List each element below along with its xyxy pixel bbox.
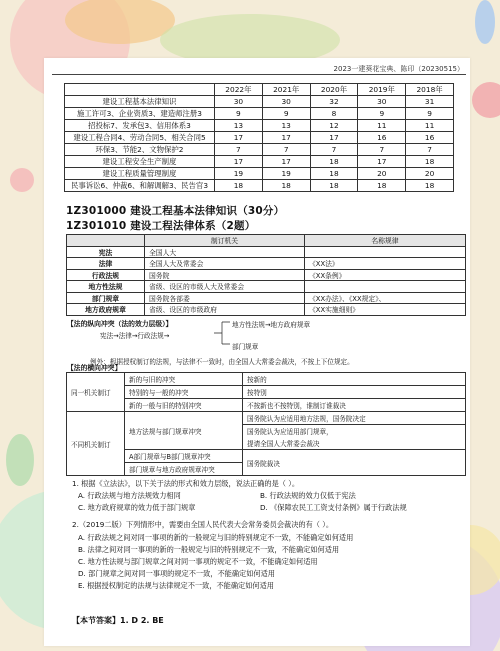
- law-type: 地方政府规章: [67, 304, 145, 316]
- subsection-title: 1Z301010 建设工程法律体系（2题）: [66, 220, 256, 232]
- law-name: [305, 246, 466, 258]
- score-cell: 30: [358, 96, 406, 108]
- same-organ-label: 同一机关制订: [67, 373, 125, 412]
- pink-dot-left: [10, 168, 34, 192]
- conflict-case: 地方法规与部门规章冲突: [125, 412, 243, 450]
- law-org: 省级、设区的市级人大及常委会: [145, 281, 305, 293]
- score-cell: 9: [358, 108, 406, 120]
- table-row: [67, 399, 466, 412]
- score-cell: 31: [406, 96, 454, 108]
- question-1-stem: 1. 根据《立法法》，以下关于法的形式和效力层级，说法正确的是（ ）。: [72, 479, 300, 488]
- score-cell: 7: [215, 144, 263, 156]
- score-cell: 11: [406, 120, 454, 132]
- table-row: [65, 96, 454, 108]
- score-cell: 30: [215, 96, 263, 108]
- score-cell: 8: [310, 108, 358, 120]
- score-cell: 7: [358, 144, 406, 156]
- effect-dept: 部门规章: [232, 343, 259, 351]
- conflict-rule: 按特别: [243, 386, 466, 399]
- law-type: 地方性法规: [67, 281, 145, 293]
- law-type: 法律: [67, 258, 145, 270]
- score-cell: 17: [215, 156, 263, 168]
- score-cell: 11: [358, 120, 406, 132]
- row-label: 施工许可3、企业资质3、建造师注册3: [65, 108, 215, 120]
- law-org: 国务院: [145, 269, 305, 281]
- effect-chain: 宪法→法律→行政法规→: [100, 332, 170, 340]
- score-cell: 19: [262, 168, 310, 180]
- table-row: [65, 156, 454, 168]
- q2-option-e: E. 根据授权制定的法规与法律规定不一致，不能确定如何适用: [78, 581, 274, 590]
- green-petal: [6, 434, 34, 486]
- q1-option-b: B. 行政法规的效力仅低于宪法: [260, 491, 356, 500]
- blue-petal: [475, 0, 495, 44]
- score-cell: 18: [262, 180, 310, 192]
- score-cell: 16: [406, 132, 454, 144]
- year-cell: 2019年: [358, 84, 406, 96]
- table-row: [67, 258, 466, 270]
- conflict-rule: 按新的: [243, 373, 466, 386]
- q1-option-c: C. 地方政府规章的效力低于部门规章: [78, 503, 196, 512]
- sys-head: 名称规律: [305, 235, 466, 247]
- table-row: [65, 168, 454, 180]
- sys-corner: [67, 235, 145, 247]
- law-org: 国务院各部委: [145, 292, 305, 304]
- score-cell: 7: [406, 144, 454, 156]
- stats-header-row: [65, 84, 454, 96]
- law-system-table: [66, 234, 466, 316]
- score-cell: 16: [358, 132, 406, 144]
- law-name: 《XX办法》、《XX规定》、: [305, 292, 466, 304]
- table-row: [65, 132, 454, 144]
- law-name: 《XX实施细则》: [305, 304, 466, 316]
- law-type: 部门规章: [67, 292, 145, 304]
- score-cell: 32: [310, 96, 358, 108]
- conflict-rule: 不按新也不按特别，谁制订谁裁决: [243, 399, 466, 412]
- section-title: 1Z301000 建设工程基本法律知识（30分）: [66, 205, 285, 217]
- table-row: [67, 269, 466, 281]
- sys-header-row: [67, 235, 466, 247]
- score-cell: 7: [262, 144, 310, 156]
- table-row: [67, 246, 466, 258]
- score-cell: 17: [358, 156, 406, 168]
- row-label: 建设工程基本法律知识: [65, 96, 215, 108]
- effect-note: 例外：根据授权制订的法规，与法律不一致时，由全国人大常委会裁决，不按上下位规定。: [90, 358, 354, 366]
- conflict-case: 部门规章与地方政府规章冲突: [125, 463, 243, 476]
- score-cell: 18: [215, 180, 263, 192]
- score-cell: 9: [406, 108, 454, 120]
- year-cell: 2022年: [215, 84, 263, 96]
- row-label: 招投标7、发承包3、信用体系3: [65, 120, 215, 132]
- question-2-stem: 2.（2019二版）下列情形中，需要由全国人民代表大会常务委员会裁决的有（ ）。: [72, 520, 334, 529]
- score-cell: 17: [262, 132, 310, 144]
- row-label: 建设工程安全生产制度: [65, 156, 215, 168]
- score-cell: 17: [310, 132, 358, 144]
- year-cell: 2018年: [406, 84, 454, 96]
- year-cell: 2020年: [310, 84, 358, 96]
- conflict-rule: 国务院认为应适用部门规章，: [243, 425, 466, 438]
- exam-stats-table: [64, 83, 454, 192]
- score-cell: 18: [406, 180, 454, 192]
- pink-dot-right: [472, 82, 500, 118]
- horizontal-conflict-table: [66, 372, 466, 476]
- diff-organ-label: 不同机关制订: [67, 412, 125, 476]
- table-row: [67, 450, 466, 463]
- table-row: [67, 373, 466, 386]
- law-org: 全国人大: [145, 246, 305, 258]
- score-cell: 13: [262, 120, 310, 132]
- q2-option-a: A. 行政法规之间对同一事项的新的一般规定与旧的特别规定不一致，不能确定如何适用: [78, 533, 354, 542]
- score-cell: 9: [262, 108, 310, 120]
- q2-option-c: C. 地方性法规与部门规章之间对同一事项的规定不一致，不能确定如何适用: [78, 557, 318, 566]
- effect-title: 【法的纵向冲突（法的效力层级）】: [67, 320, 173, 328]
- row-label: 建设工程质量管理制度: [65, 168, 215, 180]
- score-cell: 17: [215, 132, 263, 144]
- row-label: 环保3、节能2、文物保护2: [65, 144, 215, 156]
- table-row: [67, 386, 466, 399]
- effect-branch-lines: [212, 318, 232, 348]
- law-type: 行政法规: [67, 269, 145, 281]
- q2-option-b: B. 法律之间对同一事项的新的一般规定与旧的特别规定不一致，不能确定如何适用: [78, 545, 340, 554]
- score-cell: 30: [262, 96, 310, 108]
- horizontal-title: 【法的横向冲突】: [67, 364, 122, 372]
- score-cell: 18: [358, 180, 406, 192]
- table-row: [67, 281, 466, 293]
- score-cell: 17: [262, 156, 310, 168]
- row-label: 民事诉讼6、仲裁6、和解调解3、民告官3: [65, 180, 215, 192]
- answer-key: 【本节答案】1. D 2. BE: [72, 616, 164, 625]
- score-cell: 18: [310, 156, 358, 168]
- law-name: 《XX条例》: [305, 269, 466, 281]
- effect-local: 地方性法规→地方政府规章: [232, 321, 311, 329]
- conflict-case: 新的与旧的冲突: [125, 373, 243, 386]
- law-org: 省级、设区的市级政府: [145, 304, 305, 316]
- conflict-rule: 国务院裁决: [243, 450, 466, 476]
- year-cell: 2021年: [262, 84, 310, 96]
- law-org: 全国人大及常委会: [145, 258, 305, 270]
- table-row: [67, 304, 466, 316]
- score-cell: 12: [310, 120, 358, 132]
- conflict-case: 特别的与一般的冲突: [125, 386, 243, 399]
- sys-head: 制订机关: [145, 235, 305, 247]
- table-row: [65, 108, 454, 120]
- table-row: [67, 292, 466, 304]
- score-cell: 9: [215, 108, 263, 120]
- stats-corner: [65, 84, 215, 96]
- conflict-case: 新的一般与旧的特别冲突: [125, 399, 243, 412]
- score-cell: 18: [310, 180, 358, 192]
- score-cell: 18: [406, 156, 454, 168]
- table-row: [65, 120, 454, 132]
- table-row: [65, 180, 454, 192]
- q1-option-d: D. 《保障农民工工资支付条例》属于行政法规: [260, 503, 407, 512]
- conflict-rule: 国务院认为应适用地方法规，国务院决定: [243, 412, 466, 425]
- score-cell: 18: [310, 168, 358, 180]
- q1-option-a: A. 行政法规与地方法规效力相同: [78, 491, 181, 500]
- law-name: 《XX法》: [305, 258, 466, 270]
- conflict-rule: 提请全国人大常委会裁决: [243, 437, 466, 450]
- score-cell: 20: [406, 168, 454, 180]
- score-cell: 7: [310, 144, 358, 156]
- law-name: [305, 281, 466, 293]
- page-header: 2023一建葵花宝典、陈印（20230515）: [333, 65, 464, 73]
- header-rule: [52, 74, 466, 75]
- law-type: 宪法: [67, 246, 145, 258]
- score-cell: 20: [358, 168, 406, 180]
- q2-option-d: D. 部门规章之间对同一事项的规定不一致，不能确定如何适用: [78, 569, 275, 578]
- row-label: 建设工程合同4、劳动合同5、相关合同5: [65, 132, 215, 144]
- table-row: [65, 144, 454, 156]
- conflict-case: A部门规章与B部门规章冲突: [125, 450, 243, 463]
- score-cell: 13: [215, 120, 263, 132]
- score-cell: 19: [215, 168, 263, 180]
- table-row: [67, 412, 466, 425]
